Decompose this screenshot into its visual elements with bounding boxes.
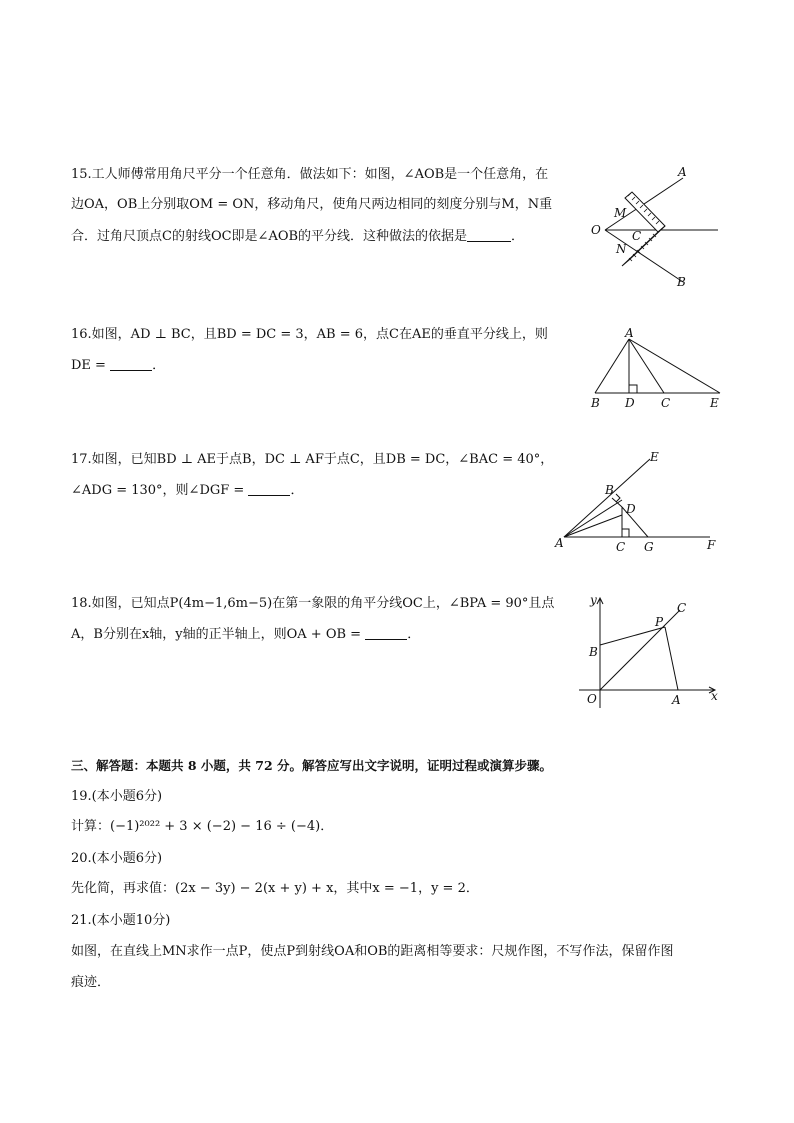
segment-bp bbox=[600, 627, 665, 645]
answer-blank-18[interactable] bbox=[365, 627, 407, 640]
label-d: D bbox=[626, 502, 636, 516]
q20-title: 20.(本小题6分) bbox=[71, 851, 163, 866]
q19-title: 19.(本小题6分) bbox=[71, 789, 163, 804]
q15-line-3-text: 合．过角尺顶点C的射线OC即是∠AOB的平分线．这种做法的依据是 bbox=[71, 229, 468, 244]
q15-line-2: 边OA，OB上分别取OM = ON，移动角尺，使角尺两边相同的刻度分别与M，N重 bbox=[71, 197, 553, 212]
segment-ab bbox=[595, 339, 629, 393]
q17-line-2 bbox=[71, 483, 303, 499]
right-angle-mark bbox=[629, 385, 637, 393]
label-o: O bbox=[587, 692, 597, 706]
q18-line-1: 18.如图，已知点P(4m−1,6m−5)在第一象限的角平分线OC上，∠BPA = 90°且点 bbox=[71, 596, 555, 611]
q21-line-1: 如图，在直线上MN求作一点P，使点P到射线OA和OB的距离相等要求：尺规作图，不写作法，保留作图 bbox=[71, 944, 674, 959]
ray-ae bbox=[564, 459, 650, 537]
q16-line-2-end: ． bbox=[152, 358, 166, 373]
q16-line-2-text: DE = bbox=[71, 358, 111, 373]
q18-line-2 bbox=[71, 627, 420, 643]
ray-ob bbox=[605, 230, 683, 282]
segment-pa bbox=[665, 627, 678, 690]
q17-line-2-text: ∠ADG = 130°，则∠DGF = bbox=[71, 483, 249, 498]
figure-17-angle bbox=[550, 445, 730, 560]
label-a: A bbox=[555, 536, 564, 550]
figure-18-coordinate bbox=[575, 590, 725, 715]
figure-15-angle-ruler bbox=[585, 160, 725, 295]
right-angle-mark-c bbox=[622, 529, 629, 537]
answer-blank-17[interactable] bbox=[248, 483, 290, 496]
q15-line-3-end: ． bbox=[511, 229, 525, 244]
label-g: G bbox=[644, 540, 654, 554]
label-b: B bbox=[677, 275, 686, 289]
q15-line-3 bbox=[71, 229, 524, 245]
label-y: y bbox=[590, 593, 597, 607]
label-p: P bbox=[655, 615, 664, 629]
label-e: E bbox=[710, 396, 719, 410]
q21-line-2: 痕迹． bbox=[71, 975, 111, 990]
q18-line-2-end: ． bbox=[407, 627, 421, 642]
q15-line-1: 15.工人师傅常用角尺平分一个任意角．做法如下：如图，∠AOB是一个任意角，在 bbox=[71, 167, 549, 182]
label-c: C bbox=[677, 601, 687, 615]
label-a: A bbox=[625, 326, 634, 340]
q19-text: 计算：(−1)²⁰²² + 3 × (−2) − 16 ÷ (−4)． bbox=[71, 819, 334, 834]
q21-title: 21.(本小题10分) bbox=[71, 913, 171, 928]
label-b: B bbox=[605, 483, 614, 497]
q16-line-2 bbox=[71, 358, 165, 374]
label-m: M bbox=[614, 206, 627, 220]
answer-blank-16[interactable] bbox=[110, 358, 152, 371]
right-angle-mark-b bbox=[616, 494, 620, 502]
label-c: C bbox=[661, 396, 671, 410]
carpenter-square bbox=[622, 192, 665, 266]
label-e: E bbox=[650, 450, 659, 464]
q20-text: 先化简，再求值：(2x − 3y) − 2(x + y) + x，其中x = −1，y = 2． bbox=[71, 881, 479, 896]
label-n: N bbox=[616, 242, 627, 256]
ray-oc bbox=[600, 610, 680, 690]
label-b: B bbox=[591, 396, 600, 410]
segment-ae bbox=[629, 339, 720, 393]
label-f: F bbox=[707, 538, 716, 552]
section-3-heading: 三、解答题：本题共 8 小题，共 72 分。解答应写出文字说明，证明过程或演算步骤。 bbox=[71, 758, 553, 773]
label-o: O bbox=[591, 223, 601, 237]
q16-line-1: 16.如图，AD ⊥ BC，且BD = DC = 3，AB = 6，点C在AE的垂直平分线上，则 bbox=[71, 327, 548, 342]
q17-line-2-end: ． bbox=[290, 483, 304, 498]
label-c: C bbox=[616, 540, 626, 554]
q17-line-1: 17.如图，已知BD ⊥ AE于点B，DC ⊥ AF于点C，且DB = DC，∠BAC = 40°， bbox=[71, 452, 554, 467]
label-a: A bbox=[678, 165, 687, 179]
answer-blank-15[interactable] bbox=[467, 229, 511, 242]
q18-line-2-text: A，B分别在x轴，y轴的正半轴上，则OA + OB = bbox=[71, 627, 366, 642]
figure-16-triangle bbox=[585, 325, 735, 415]
label-d: D bbox=[625, 396, 635, 410]
label-x: x bbox=[711, 689, 718, 703]
label-a: A bbox=[672, 693, 681, 707]
label-c: C bbox=[632, 229, 642, 243]
label-b: B bbox=[589, 645, 598, 659]
